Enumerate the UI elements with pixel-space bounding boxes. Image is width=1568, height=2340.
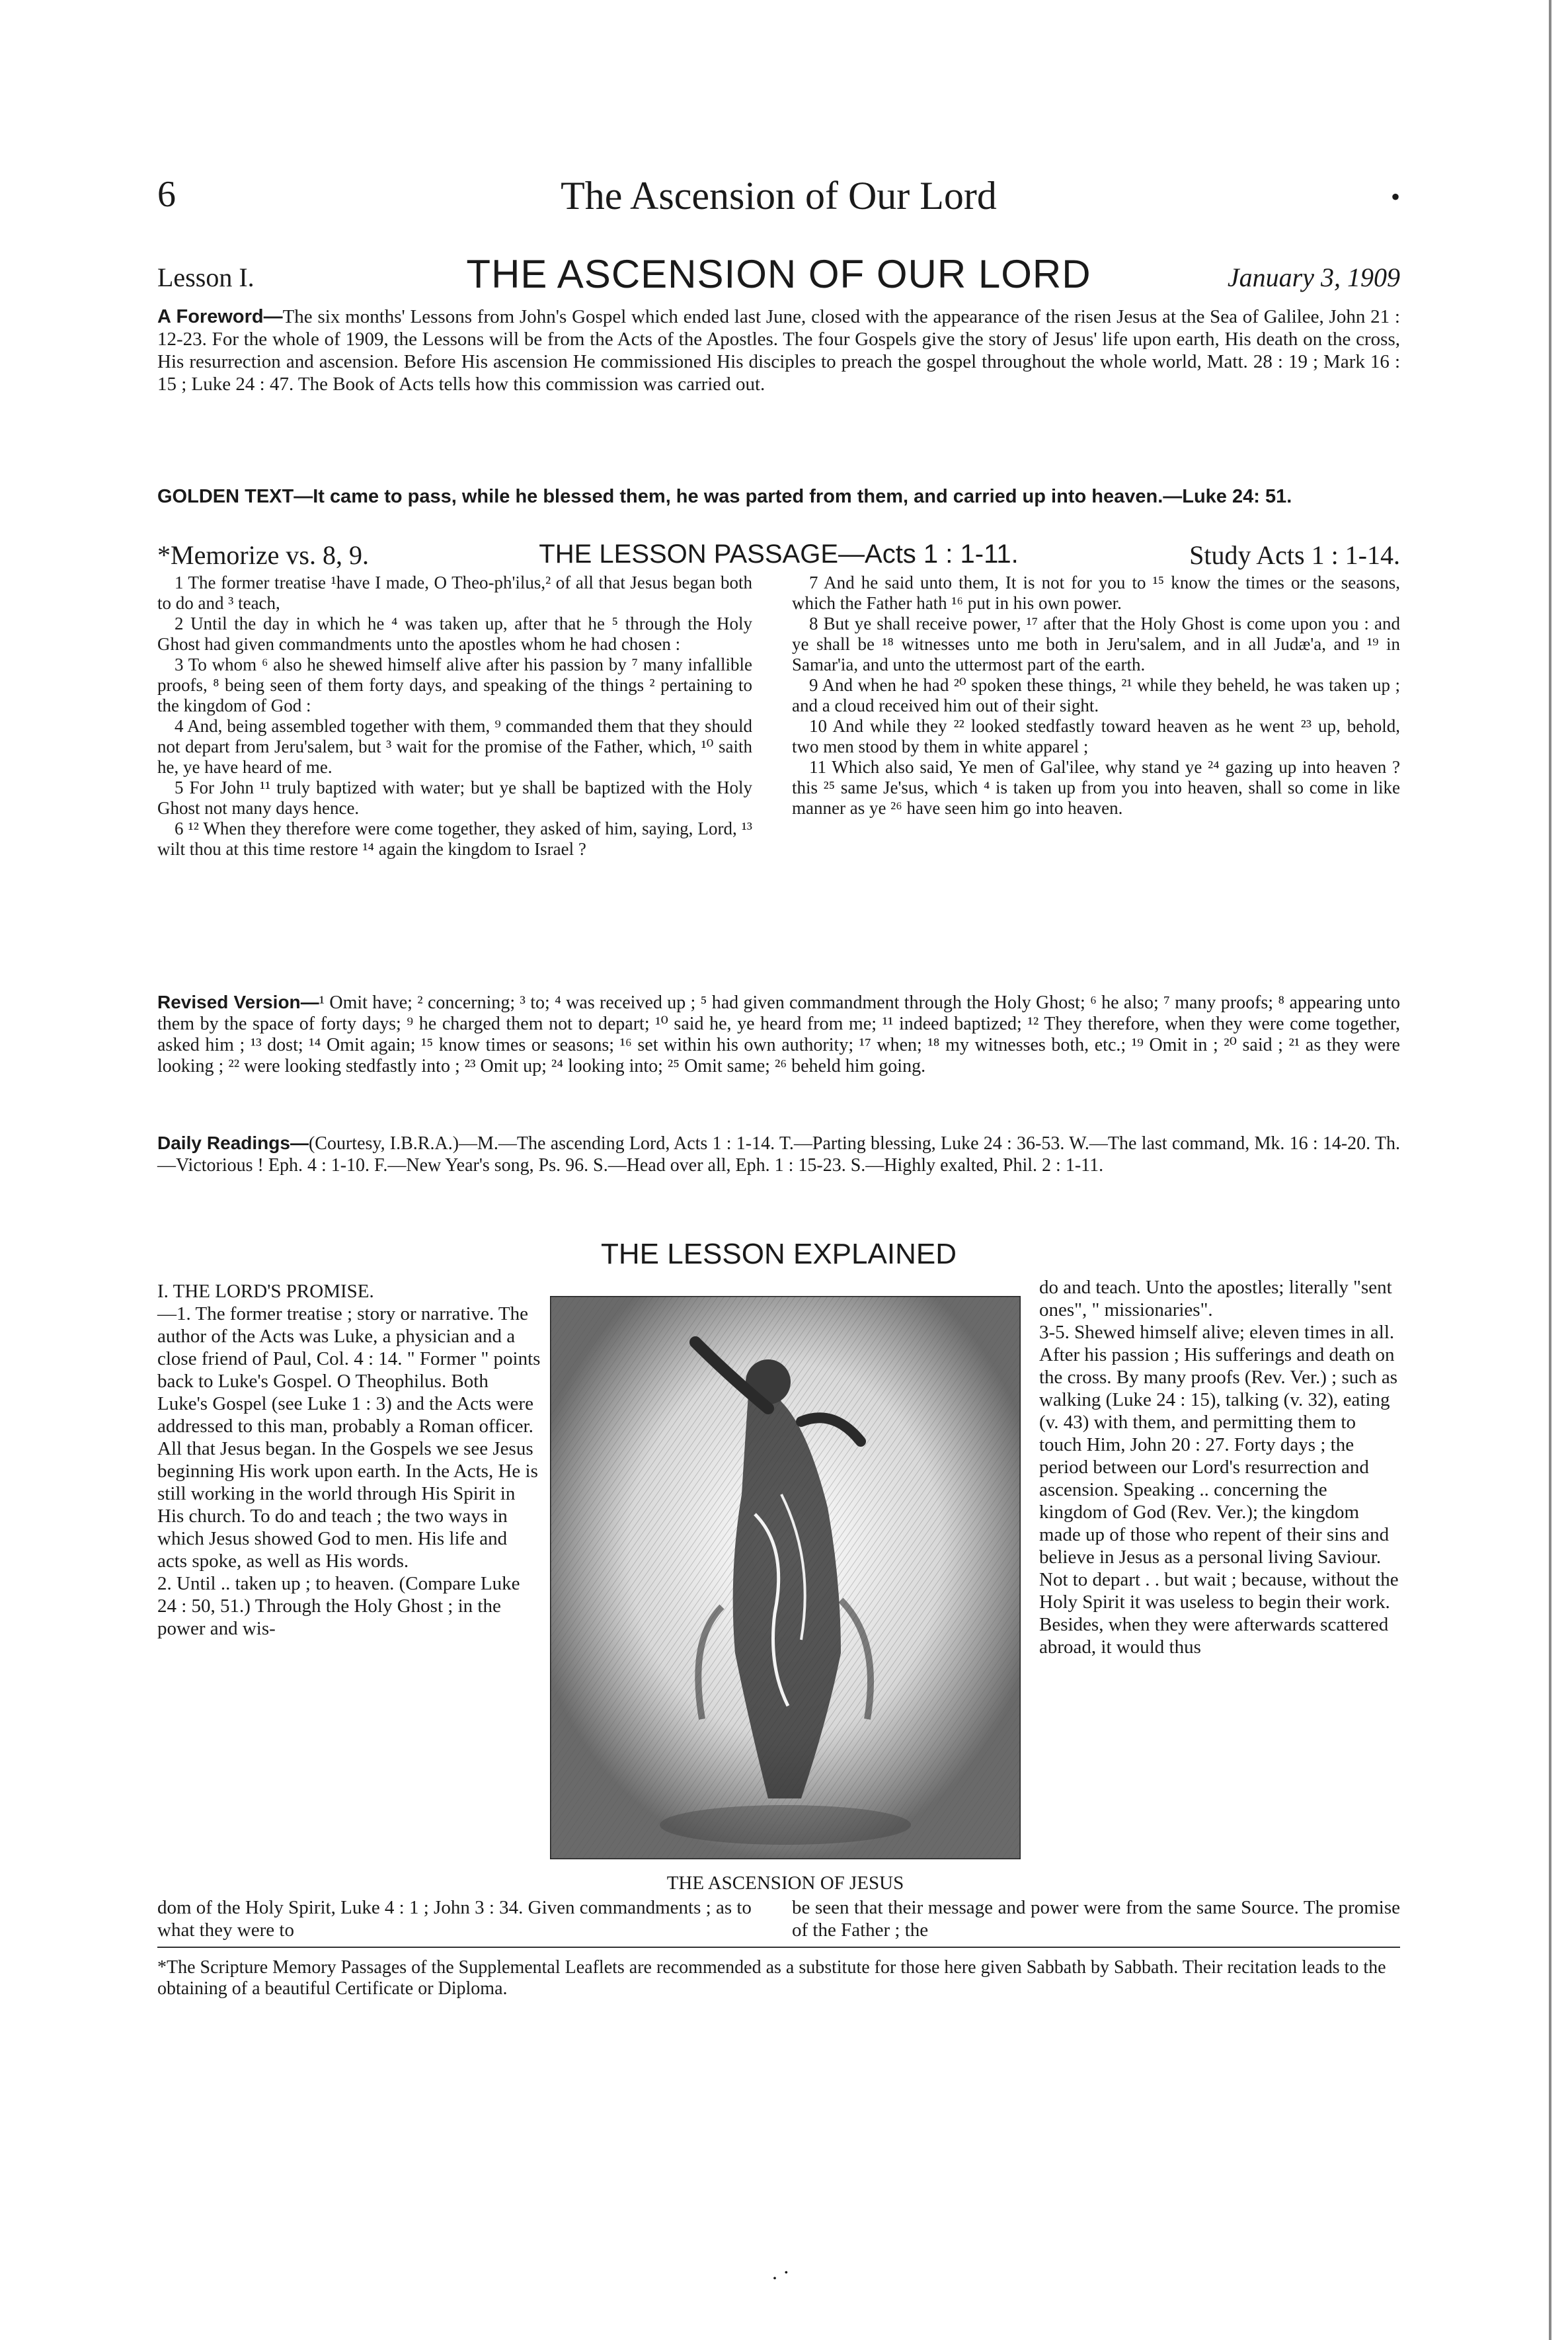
daily-readings-label: Daily Readings— [157, 1133, 309, 1153]
lesson-title: THE ASCENSION OF OUR LORD [466, 252, 1091, 296]
daily-readings-text: (Courtesy, I.B.R.A.)—M.—The ascending Lord, Acts 1 : 1-14. T.—Parting blessing, Luke 24 : 36-53. W.—The last command, Mk. 16 : 14-20. Th.—Victorious ! Eph. 4 : 1-10. F.—New Year's song, Ps. 96. S.—Head over all, Eph. 1 : 15-23. S.—Highly exalted, Phil. 2 : 1-11. [157, 1133, 1400, 1176]
illustration-caption: THE ASCENSION OF JESUS [666, 1873, 904, 1894]
footnote-divider [157, 1947, 1400, 1948]
explanation-paragraph: —1. The former treatise ; story or narrative. The author of the Acts was Luke, a physician and a close friend of Paul, Col. 4 : 14. " Former " points back to Luke's Gospel. O Theophilus. Both Luke's Gospel (see Luke 1 : 3) and the Acts were addressed to this man, probably a Roman officer. All that Jesus began. In the Gospels we see Jesus beginning His work upon earth. In the Acts, He is still working in the world through His Spirit in His church. To do and teach ; the two ways in which Jesus showed God to men. His life and acts spoke, as well as His words. [157, 1303, 541, 1572]
lesson-number: Lesson I. [157, 262, 255, 292]
explanation-paragraph: do and teach. Unto the apostles; literally "sent ones", " missionaries". [1039, 1277, 1392, 1320]
lesson-explained-heading: THE LESSON EXPLAINED [601, 1238, 957, 1270]
verse: 4 And, being assembled together with them, ⁹ commanded them that they should not depart from Jeru'salem, but ³ wait for the promise of the Father, which, ¹⁰ saith he, ye have heard of me. [157, 716, 752, 777]
scan-specks: . · [772, 2260, 790, 2284]
foreword-text: The six months' Lessons from John's Gospel which ended last June, closed with the appearance of the risen Jesus at the Sea of Galilee, John 21 : 12-23. For the whole of 1909, the Lessons will be from the Acts of the Apostles. The four Gospels give the story of Jesus' life upon earth, His death on the cross, His resurrection and ascension. Before His ascension He commissioned His disciples to preach the gospel throughout the whole world, Matt. 28 : 19 ; Mark 16 : 15 ; Luke 24 : 47. The Book of Acts tells how this commission was carried out. [157, 306, 1400, 395]
study-note: Study Acts 1 : 1-14. [1189, 540, 1400, 570]
passage-header [157, 540, 1400, 573]
verse: 8 But ye shall receive power, ¹⁷ after that the Holy Ghost is come upon you : and ye shall be ¹⁸ witnesses unto me both in Jeru'salem, and in all Judæ'a, and ¹⁹ in Samar'ia, and unto the uttermost part of the earth. [792, 614, 1400, 674]
revised-version-label: Revised Version— [157, 992, 319, 1012]
running-head-mark: • [1390, 182, 1400, 212]
section-heading: I. THE LORD'S PROMISE. [157, 1281, 374, 1302]
verse: 9 And when he had ²⁰ spoken these things, ²¹ while they beheld, he was taken up ; and a cloud received him out of their sight. [792, 675, 1400, 715]
running-head [157, 173, 1400, 226]
verse: 3 To whom ⁶ also he shewed himself alive after his passion by ⁷ many infallible proofs, ⁸ being seen of them forty days, and speaking of the things ² pertaining to the kingdom of God : [157, 655, 752, 715]
foreword-label: A Foreword— [157, 306, 283, 327]
ascension-illustration [550, 1296, 1021, 1859]
verse: 1 The former treatise ¹have I made, O Theo-ph'ilus,² of all that Jesus began both to do and ³ teach, [157, 573, 752, 613]
verse: 7 And he said unto them, It is not for you to ¹⁵ know the times or the seasons, which the Father hath ¹⁶ put in his own power. [792, 573, 1400, 613]
daily-readings [157, 1132, 1400, 1176]
explanation-paragraph: 3-5. Shewed himself alive; eleven times in all. After his passion ; His sufferings and death on the cross. By many proofs (Rev. Ver.) ; such as walking (Luke 24 : 15), talking (v. 32), eating (v. 43) with them, and permitting them to touch Him, John 20 : 27. Forty days ; the period between our Lord's resurrection and ascension. Speaking .. concerning the kingdom of God (Rev. Ver.); the kingdom made up of those who repent of their sins and believe in Jesus as a personal living Saviour. Not to depart . . but wait ; because, without the Holy Spirit it was useless to begin their work. Besides, when they were afterwards scattered abroad, it would thus [1039, 1322, 1399, 1658]
golden-text-body: It came to pass, while he blessed them, he was parted from them, and carried up into heaven.—Luke 24: 51. [313, 486, 1292, 507]
explanation-left-column [157, 1280, 541, 1640]
lesson-date: January 3, 1909 [1227, 262, 1400, 292]
lesson-passage [157, 573, 1400, 996]
memorize-note: *Memorize vs. 8, 9. [157, 540, 369, 570]
verse: 5 For John ¹¹ truly baptized with water; but ye shall be baptized with the Holy Ghost not many days hence. [157, 778, 752, 818]
verse: 11 Which also said, Ye men of Gal'ilee, why stand ye ²⁴ gazing up into heaven ? this ²⁵ same Je'sus, which ⁴ is taken up from you into heaven, shall so come in like manner as ye ²⁶ have seen him go into heaven. [792, 757, 1400, 818]
golden-text-label: GOLDEN TEXT— [157, 486, 313, 507]
running-title: The Ascension of Our Lord [561, 174, 997, 218]
scan-edge-rule [1549, 0, 1551, 2340]
verse: 6 ¹² When they therefore were come together, they asked of him, saying, Lord, ¹³ wilt thou at this time restore ¹⁴ again the kingdom to Israel ? [157, 819, 752, 859]
explanation-right-column [1039, 1276, 1400, 1658]
lesson-header [157, 251, 1400, 298]
continuation-right: be seen that their message and power were from the same Source. The promise of the Father ; the [792, 1897, 1400, 1941]
verse: 10 And while they ²² looked stedfastly toward heaven as he went ²³ up, behold, two men stood by them in white apparel ; [792, 716, 1400, 756]
passage-title: THE LESSON PASSAGE—Acts 1 : 1-11. [539, 540, 1019, 569]
ascension-engraving [550, 1296, 1021, 1859]
golden-text [157, 485, 1400, 508]
foreword [157, 305, 1400, 395]
continuation-left: dom of the Holy Spirit, Luke 4 : 1 ; John 3 : 34. Given commandments ; as to what they were to [157, 1897, 752, 1941]
revised-version-text: ¹ Omit have; ² concerning; ³ to; ⁴ was received up ; ⁵ had given commandment through the Holy Ghost; ⁶ he also; ⁷ many proofs; ⁸ appearing unto them by the space of forty days; ⁹ he charged them not to depart; ¹⁰ said he, ye heard from me; ¹¹ indeed baptized; ¹² They therefore, when they were come together, asked him ; ¹³ dost; ¹⁴ Omit again; ¹⁵ know times or seasons; ¹⁶ set within his own authority; ¹⁷ when; ¹⁸ my witnesses both, etc.; ¹⁹ Omit in ; ²⁰ said ; ²¹ as they were looking ; ²² were looking stedfastly into ; ²³ Omit up; ²⁴ looking into; ²⁵ Omit same; ²⁶ beheld him going. [157, 992, 1400, 1076]
revised-version [157, 992, 1400, 1077]
verses-left-column [157, 573, 752, 860]
page-number: 6 [157, 174, 176, 215]
verses-right-column [792, 573, 1400, 819]
verse: 2 Until the day in which he ⁴ was taken up, after that he ⁵ through the Holy Ghost had given commandments unto the apostles whom he had chosen : [157, 614, 752, 654]
footnote: *The Scripture Memory Passages of the Supplemental Leaflets are recommended as a substitute for those here given Sabbath by Sabbath. Their recitation leads to the obtaining of a beautiful Certificate or Diploma. [157, 1957, 1386, 1999]
explanation-paragraph: 2. Until .. taken up ; to heaven. (Compare Luke 24 : 50, 51.) Through the Holy Ghost ; in the power and wis- [157, 1573, 520, 1639]
